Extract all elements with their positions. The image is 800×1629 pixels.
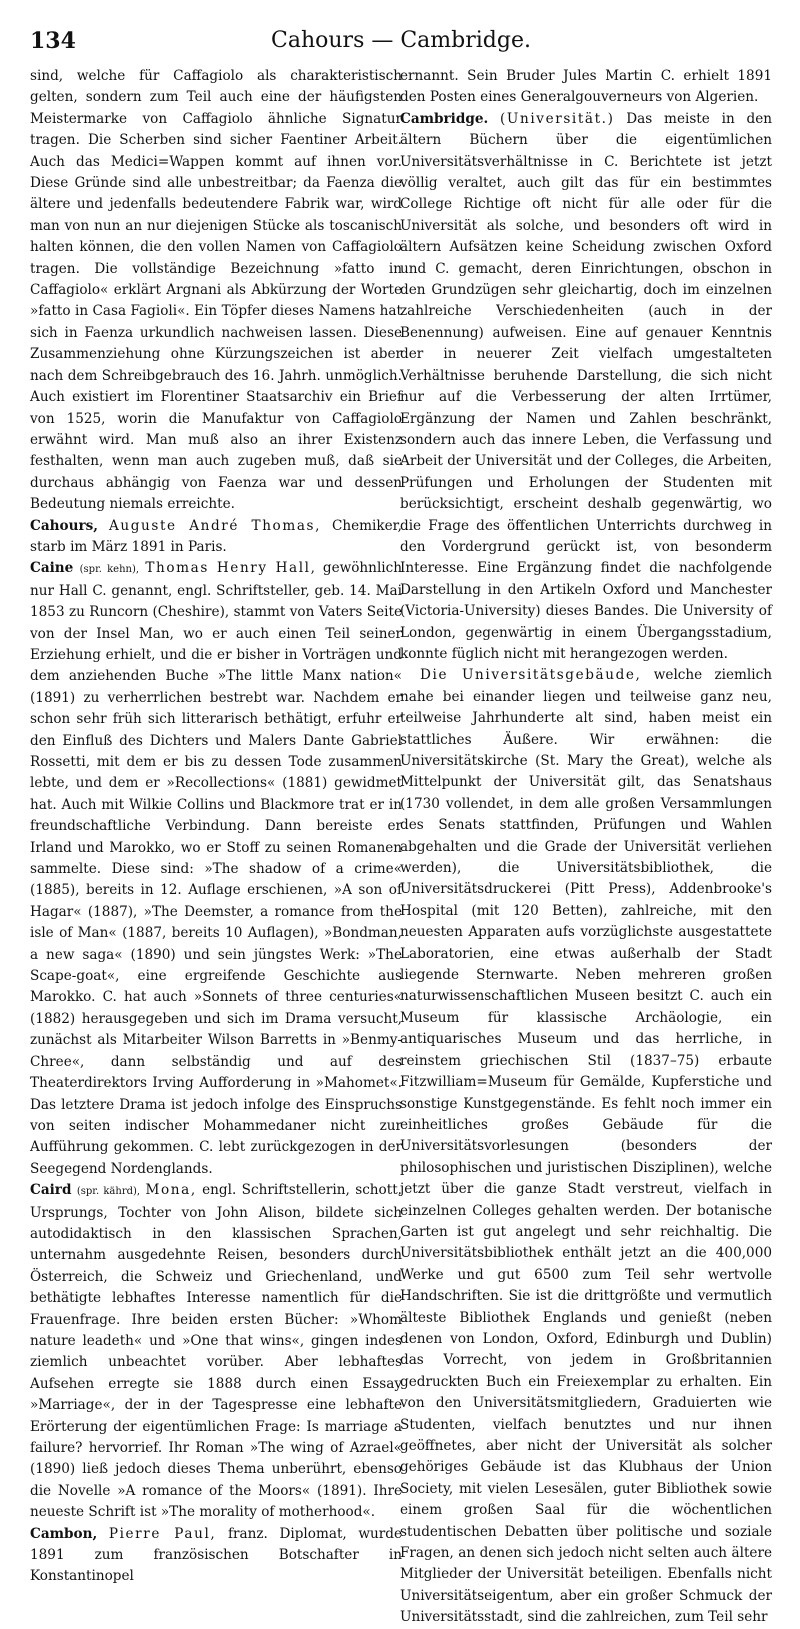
entry-name: Thomas Henry Hall, bbox=[145, 560, 317, 577]
entry-headword: Cambon, bbox=[30, 1525, 98, 1542]
entry-spaced-term: (Universität.) bbox=[500, 110, 615, 127]
entry-name: Mona, bbox=[145, 1182, 197, 1199]
right-column bbox=[400, 66, 772, 1626]
entry-cambon bbox=[30, 1524, 402, 1588]
page-number: 134 bbox=[30, 28, 76, 54]
continuation-paragraph: sind, welche für Caffagiolo als charakteristisch gelten, sondern zum Teil auch eine der häufigsten Meistermarke von Caffagiolo ähnliche Signatur tragen. Die Scherben sind sicher Faentiner Arbeit. Auch das Medici=Wappen kommt auf ihnen vor. Diese Gründe sind alle unbestreitbar; da Faenza die ältere und jedenfalls bedeutendere Fabrik war, wird man von nun an nur diejenigen Stücke als toscanisch halten können, die den vollen Namen von Caffagiolo tragen. Die vollständige Bezeichnung »fatto in Caffagiolo« erklärt Argnani als Abkürzung der Worte »fatto in Casa Fagioli«. Ein Töpfer dieses Namens hat sich in Faenza urkundlich nachweisen lassen. Diese Zusammenziehung ohne Kürzungszeichen ist aber nach dem Schreibgebrauch des 16. Jahrh. unmöglich. Auch existiert im Florentiner Staatsarchiv ein Brief von 1525, worin die Manufaktur von Caffagiolo erwähnt wird. Man muß also an ihrer Existenz festhalten, wenn man auch zugeben muß, daß sie durchaus abhängig von Faenza war und dessen Bedeutung niemals erreichte. bbox=[30, 68, 402, 513]
entry-headword: Cambridge. bbox=[400, 110, 489, 127]
entry-text: Chemiker, starb im März 1891 in Paris. bbox=[30, 517, 402, 555]
entry-cambridge bbox=[400, 109, 772, 666]
entry-text: franz. Diplomat, wurde 1891 zum französischen Botschafter in Konstantinopel bbox=[30, 1525, 402, 1585]
entry-pronunciation: (spr. kährd), bbox=[76, 1186, 141, 1198]
entry-headword: Caine bbox=[30, 560, 74, 577]
continuation-paragraph: ernannt. Sein Bruder Jules Martin C. erhielt 1891 den Posten eines Generalgouverneurs von Algerien. bbox=[400, 68, 772, 106]
entry-pronunciation: (spr. kehn), bbox=[79, 564, 140, 576]
left-column bbox=[30, 66, 403, 1585]
entry-text: engl. Schriftstellerin, schott. Ursprungs, Tochter von John Alison, bildete sich autodidaktisch in den klassischen Sprachen, unternahm ausgedehnte Reisen, besonders durch Österreich, die Schweiz und Griechenland, und bethätigte lebhaftes Interesse namentlich für die Frauenfrage. Ihre beiden ersten Bücher: »Whom nature leadeth« und »One that wins«, gingen indes ziemlich unbeachtet vorüber. Aber lebhaftes Aufsehen erregte sie 1888 durch einen Essay »Marriage«, der in der Tagespresse eine lebhafte Erörterung der eigentümlichen Frage: Is marriage a failure? hervorrief. Ihr Roman »The wing of Azrael« (1890) ließ jedoch dieses Thema unberührt, ebenso die Novelle »A romance of the Moors« (1891). Ihre neueste Schrift ist »The morality of motherhood«. bbox=[30, 1182, 402, 1521]
entry-headword: Caird bbox=[30, 1182, 72, 1199]
section-text: welche ziemlich nahe bei einander liegen und teilweise ganz neu, teilweise Jahrhunderte alt sind, haben meist ein stattliches Äußere. Wir erwähnen: die Universitätskirche (St. Mary the Great), welche als Mittelpunkt der Universität gilt, das Senatshaus (1730 vollendet, in dem alle großen Versammlungen des Senats stattfinden, Prüfungen und Wahlen abgehalten und die Grade der Universität verliehen werden), die Universitätsbibliothek, die Universitätsdruckerei (Pitt Press), Addenbrooke's Hospital (mit 120 Betten), zahlreiche, mit den neuesten Apparaten aufs vorzüglichste ausgestattete Laboratorien, eine etwas außerhalb der Stadt liegende Sternwarte. Neben mehreren großen naturwissenschaftlichen Museen besitzt C. auch ein Museum für klassische Archäologie, ein antiquarisches Museum und das herrliche, in reinstem griechischen Stil (1837–75) erbaute Fitzwilliam=Museum für Gemälde, Kupferstiche und sonstige Kunstgegenstände. Es fehlt noch immer ein einheitliches großes Gebäude für die Universitätsvorlesungen (besonders der philosophischen und juristischen Disziplinen), welche jetzt über die ganze Stadt verstreut, vielfach in einzelnen Colleges gehalten werden. Der botanische Garten ist gut angelegt und sehr reichhaltig. Die Universitätsbibliothek enthält jetzt an die 400,000 Werke und gut 6500 zum Teil sehr wertvolle Handschriften. Sie ist die drittgrößte und vermutlich älteste Bibliothek Englands und genießt (neben denen von London, Oxford, Edinburgh und Dublin) das Vorrecht, von jedem in Großbritannien gedruckten Buch ein Freiexemplar zu erhalten. Ein von den Universitätsmitgliedern, Graduierten wie Studenten, vielfach benutztes und nur ihnen geöffnetes, aber nicht der Universität als solcher gehöriges Gebäude ist das Klubhaus der Union Society, mit vielen Lesesälen, guter Bibliothek sowie einem großen Saal für die wöchentlichen studentischen Debatten über politische und soziale Fragen, an denen sich jedoch nicht selten auch ältere Mitglieder der Universität beteiligen. Ebenfalls nicht Universitätseigentum, aber ein großer Schmuck der Universitätsstadt, sind die zahlreichen, zum Teil sehr bbox=[400, 667, 772, 1626]
entry-name: Auguste André Thomas, bbox=[108, 517, 322, 534]
section-universitaetsgebaeude bbox=[400, 665, 772, 1628]
page-header bbox=[30, 22, 772, 62]
entry-text: Das meiste in den ältern Büchern über die eigentümlichen Universitätsverhältnisse in C. Berichtete ist jetzt völlig veraltet, auch gilt das für ein bestimmtes College Richtige oft nicht für alle oder für die Universität als solche, und besonders oft wird in ältern Aufsätzen keine Scheidung zwischen Oxford und C. gemacht, deren Einrichtungen, obschon in den Grundzügen sehr gleichartig, doch im einzelnen zahlreiche Verschiedenheiten (auch in der Benennung) aufweisen. Eine auf genauer Kenntnis der in neuerer Zeit vielfach umgestalteten Verhältnisse beruhende Darstellung, die sich nicht nur auf die Verbesserung der alten Irrtümer, Ergänzung der Namen und Zahlen beschränkt, sondern auch das innere Leben, die Verfassung und Arbeit der Universität und der Colleges, die Arbeiten, Prüfungen und Erholungen der Studenten mit berücksichtigt, erscheint deshalb gegenwärtig, wo die Frage des öffentlichen Unterrichts durchweg in den Vordergrund gerückt ist, von besonderm Interesse. Eine Ergänzung findet die nachfolgende Darstellung in den Artikeln Oxford und Manchester (Victoria-University) dieses Bandes. Die University of London, gegenwärtig in einem Übergangsstadium, konnte füglich nicht mit herangezogen werden. bbox=[400, 110, 772, 662]
section-heading: Die Universitätsgebäude, bbox=[420, 667, 642, 684]
entry-caird bbox=[30, 1180, 402, 1524]
entry-caine bbox=[30, 558, 402, 1180]
entry-headword: Cahours, bbox=[30, 517, 99, 534]
entry-cahours bbox=[30, 516, 402, 559]
running-head: Cahours — Cambridge. bbox=[271, 28, 531, 53]
entry-name: Pierre Paul, bbox=[108, 1525, 217, 1542]
entry-text: gewöhnlich nur Hall C. genannt, engl. Schriftsteller, geb. 14. Mai 1853 zu Runcorn (Cheshire), stammt von Vaters Seite von der Insel Man, wo er auch einen Teil seiner Erziehung erhielt, und die er bisher in Vorträgen und dem anziehenden Buche »The little Manx nation« (1891) zu verherrlichen bestrebt war. Nachdem er schon sehr früh sich litterarisch bethätigt, erfuhr er den Einfluß des Dichters und Malers Dante Gabriel Rossetti, mit dem er bis zu dessen Tode zusammen lebte, und dem er »Recollections« (1881) gewidmet hat. Auch mit Wilkie Collins und Blackmore trat er in freundschaftliche Verbindung. Dann bereiste er Irland und Marokko, wo er Stoff zu seinen Romanen sammelte. Diese sind: »The shadow of a crime« (1885), bereits in 12. Auflage erschienen, »A son of Hagar« (1887), »The Deemster, a romance from the isle of Man« (1887, bereits 10 Auflagen), »Bondman, a new saga« (1890) und sein jüngstes Werk: »The Scape-goat«, eine ergreifende Geschichte aus Marokko. C. hat auch »Sonnets of three centuries« (1882) herausgegeben und sich im Drama versucht, zunächst als Mitarbeiter Wilson Barretts in »Benmy-Chree«, dann selbständig und auf des Theaterdirektors Irving Aufforderung in »Mahomet«. Das letztere Drama ist jedoch infolge des Einspruchs von seiten indischer Mohammedaner nicht zur Aufführung gekommen. C. lebt zurückgezogen in der Seegegend Nordenglands. bbox=[30, 560, 403, 1177]
